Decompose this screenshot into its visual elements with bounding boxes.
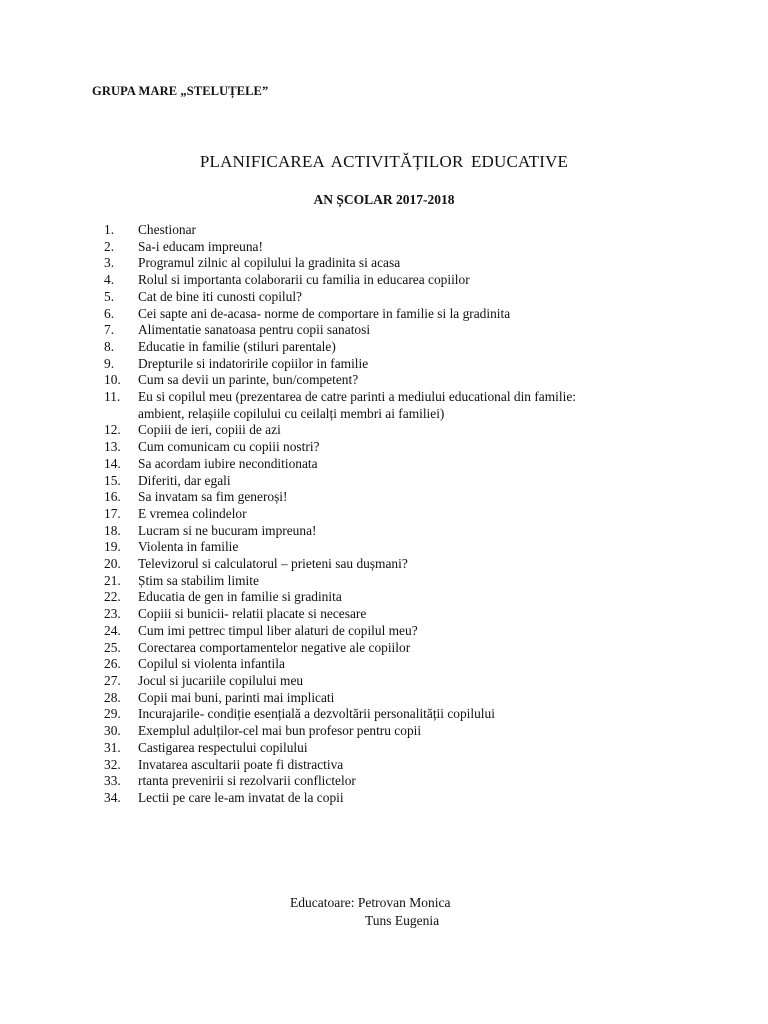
- list-item-text-block: [138, 339, 704, 356]
- list-item-text: Știm sa stabilim limite: [138, 572, 259, 588]
- list-item-text: Cei sapte ani de-acasa- norme de comportare in familie si la gradinita: [138, 305, 511, 321]
- list-item-number: 25.: [104, 639, 121, 655]
- list-item-number: 14.: [104, 455, 121, 471]
- list-item-number: 12.: [104, 422, 121, 438]
- list-item-number: 16.: [104, 489, 121, 505]
- list-item-text-block: [138, 523, 704, 540]
- list-item: [104, 422, 704, 439]
- list-item: [104, 723, 704, 740]
- list-item: [104, 640, 704, 657]
- list-item-text: Castigarea respectului copilului: [138, 739, 308, 755]
- list-item: [104, 255, 704, 272]
- list-item: [104, 339, 704, 356]
- list-item-number: 17.: [104, 505, 121, 521]
- list-item-text-block: [138, 656, 704, 673]
- list-item: [104, 556, 704, 573]
- list-item: [104, 773, 704, 790]
- list-item-text-block: [138, 439, 704, 456]
- list-item-text-block: [138, 272, 704, 289]
- list-item-text-block: [138, 640, 704, 657]
- list-item: [104, 757, 704, 774]
- list-item: [104, 623, 704, 640]
- list-item-text-block: [138, 606, 704, 623]
- list-item-text-block: [138, 255, 704, 272]
- list-item-number: 31.: [104, 739, 121, 755]
- list-item: [104, 222, 704, 239]
- list-item: [104, 523, 704, 540]
- list-item: [104, 673, 704, 690]
- list-item-number: 11.: [104, 389, 121, 405]
- list-item: [104, 439, 704, 456]
- list-item-number: 19.: [104, 539, 121, 555]
- list-item-text-block: [138, 773, 704, 790]
- list-item: [104, 790, 704, 807]
- list-item-text: Jocul si jucariile copilului meu: [138, 672, 304, 688]
- list-item-text: Eu si copilul meu (prezentarea de catre parinti a mediului educational din familie:: [138, 389, 576, 405]
- list-item-number: 21.: [104, 572, 121, 588]
- list-item-text: Exemplul adulților-cel mai bun profesor pentru copii: [138, 723, 422, 739]
- list-item: [104, 372, 704, 389]
- list-item: [104, 272, 704, 289]
- list-item: [104, 389, 704, 422]
- list-item-text: Copii mai buni, parinti mai implicati: [138, 689, 335, 705]
- list-item: [104, 589, 704, 606]
- list-item-text: Sa acordam iubire neconditionata: [138, 455, 318, 471]
- list-item-number: 27.: [104, 672, 121, 688]
- list-item-number: 10.: [104, 372, 121, 388]
- list-item-text-block: [138, 723, 704, 740]
- list-item-number: 20.: [104, 556, 121, 572]
- list-item: [104, 456, 704, 473]
- list-item-text: Sa invatam sa fim generoși!: [138, 489, 288, 505]
- list-item-text-block: [138, 489, 704, 506]
- list-item-text: Cum sa devii un parinte, bun/competent?: [138, 372, 359, 388]
- list-item-number: 26.: [104, 656, 121, 672]
- list-item-number: 7.: [104, 322, 115, 338]
- list-item-text: E vremea colindelor: [138, 505, 247, 521]
- list-item-text-block: [138, 589, 704, 606]
- list-item-text-block: [138, 306, 704, 323]
- list-item: [104, 539, 704, 556]
- teachers-line-1: Educatoare: Petrovan Monica: [290, 895, 451, 910]
- list-item: [104, 306, 704, 323]
- list-item-text: Copiii de ieri, copiii de azi: [138, 422, 281, 438]
- list-item: [104, 690, 704, 707]
- list-item-text-block: [138, 623, 704, 640]
- list-item-text: Televizorul si calculatorul – prieteni sau dușmani?: [138, 556, 408, 572]
- page-title: PLANIFICAREA ACTIVITĂȚILOR EDUCATIVE: [199, 152, 569, 171]
- list-item-text: Chestionar: [138, 222, 197, 237]
- list-item-text: Violenta in familie: [138, 539, 239, 555]
- list-item-text-block: [138, 356, 704, 373]
- list-item-number: 22.: [104, 589, 121, 605]
- list-item-text-block: [138, 690, 704, 707]
- list-item-number: 6.: [104, 305, 115, 321]
- list-item-number: 3.: [104, 255, 115, 271]
- list-item-number: 29.: [104, 706, 121, 722]
- list-item: [104, 356, 704, 373]
- list-item-number: 32.: [104, 756, 121, 772]
- list-item-number: 2.: [104, 238, 115, 254]
- list-item-number: 28.: [104, 689, 121, 705]
- list-item-text: Copiii si bunicii- relatii placate si necesare: [138, 606, 367, 622]
- list-item-number: 1.: [104, 222, 115, 237]
- list-item-text-block: [138, 790, 704, 807]
- list-item-text-block: [138, 239, 704, 256]
- list-item-text: Cum imi pettrec timpul liber alaturi de copilul meu?: [138, 622, 418, 638]
- teachers-signature: [290, 894, 450, 930]
- list-item: [104, 606, 704, 623]
- list-item-text: Rolul si importanta colaborarii cu familia in educarea copiilor: [138, 272, 470, 288]
- list-item-text: Corectarea comportamentelor negative ale copiilor: [138, 639, 411, 655]
- list-item-text-block: [138, 372, 704, 389]
- list-item-number: 18.: [104, 522, 121, 538]
- teachers-line-2: Tuns Eugenia: [365, 913, 440, 928]
- list-item-text: Sa-i educam impreuna!: [138, 238, 263, 254]
- list-item: [104, 656, 704, 673]
- list-item-text-block: [138, 706, 704, 723]
- list-item-text-block: [138, 389, 704, 422]
- list-item-text-block: [138, 573, 704, 590]
- group-name: GRUPA MARE „STELUȚELE”: [92, 84, 269, 98]
- list-item-text-continuation: ambient, relașiile copilului cu ceilalți membri ai familiei): [138, 405, 445, 421]
- list-item-text-block: [138, 322, 704, 339]
- list-item-number: 30.: [104, 723, 121, 739]
- list-item-text: Programul zilnic al copilului la gradinita si acasa: [138, 255, 401, 271]
- list-item-text-block: [138, 422, 704, 439]
- list-item-text: Incurajarile- condiție esențială a dezvoltării personalității copilului: [138, 706, 495, 722]
- list-item: [104, 239, 704, 256]
- list-item-number: 5.: [104, 288, 115, 304]
- list-item-number: 4.: [104, 272, 115, 288]
- list-item-text: Cum comunicam cu copiii nostri?: [138, 439, 320, 455]
- list-item-text-block: [138, 289, 704, 306]
- list-item: [104, 740, 704, 757]
- list-item: [104, 506, 704, 523]
- list-item-text: Diferiti, dar egali: [138, 472, 231, 488]
- list-item: [104, 322, 704, 339]
- list-item: [104, 473, 704, 490]
- school-year: AN ȘCOLAR 2017-2018: [313, 192, 455, 207]
- list-item-number: 15.: [104, 472, 121, 488]
- list-item-text: Alimentatie sanatoasa pentru copii sanatosi: [138, 322, 371, 338]
- list-item-number: 13.: [104, 439, 121, 455]
- list-item-text-block: [138, 556, 704, 573]
- list-item-text-block: [138, 757, 704, 774]
- list-item-text: rtanta prevenirii si rezolvarii conflictelor: [138, 773, 356, 789]
- list-item-number: 9.: [104, 355, 115, 371]
- list-item-text: Lucram si ne bucuram impreuna!: [138, 522, 317, 538]
- list-item-number: 24.: [104, 622, 121, 638]
- list-item-text: Drepturile si indatoririle copiilor in familie: [138, 355, 369, 371]
- list-item-text-block: [138, 456, 704, 473]
- list-item: [104, 706, 704, 723]
- list-item-text: Invatarea ascultarii poate fi distractiva: [138, 756, 344, 772]
- list-item-text: Educatia de gen in familie si gradinita: [138, 589, 342, 605]
- list-item-number: 33.: [104, 773, 121, 789]
- list-item-text: Cat de bine iti cunosti copilul?: [138, 288, 303, 304]
- activity-list: [104, 222, 704, 807]
- list-item-text: Lectii pe care le-am invatat de la copii: [138, 789, 344, 805]
- list-item-text: Copilul si violenta infantila: [138, 656, 285, 672]
- list-item-text-block: [138, 222, 704, 239]
- list-item: [104, 573, 704, 590]
- list-item: [104, 489, 704, 506]
- list-item-number: 8.: [104, 338, 115, 354]
- list-item-number: 34.: [104, 789, 121, 805]
- list-item-text-block: [138, 740, 704, 757]
- list-item-text-block: [138, 506, 704, 523]
- list-item-text-block: [138, 539, 704, 556]
- list-item-text-block: [138, 473, 704, 490]
- list-item: [104, 289, 704, 306]
- list-item-text: Educatie in familie (stiluri parentale): [138, 338, 336, 354]
- list-item-text-block: [138, 673, 704, 690]
- list-item-number: 23.: [104, 606, 121, 622]
